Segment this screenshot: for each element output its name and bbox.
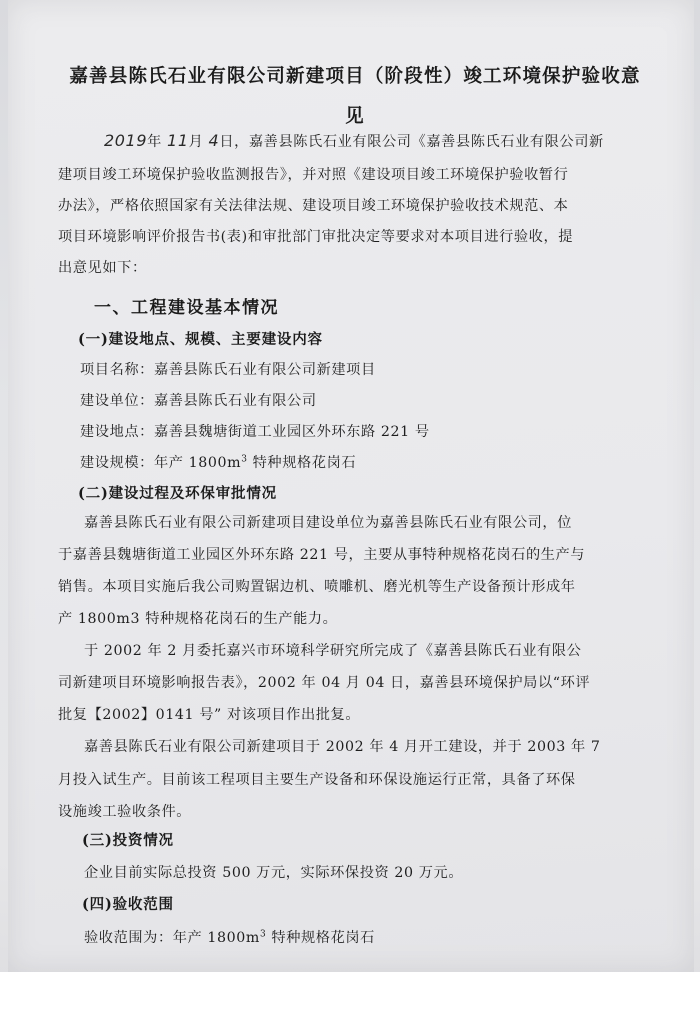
sub2-p1-line2: 于嘉善县魏塘街道工业园区外环东路 221 号，主要从事特种规格花岗石的生产与 (58, 547, 586, 563)
builder: 建设单位：嘉善县陈氏石业有限公司 (80, 393, 317, 409)
scale-sup: 3 (241, 454, 248, 465)
month-char: 月 (188, 134, 204, 150)
handwritten-year: 2019 (104, 131, 148, 150)
scale-prefix: 建设规模：年产 1800m (80, 455, 242, 471)
sub2-p1-line3: 销售。本项目实施后我公司购置锯边机、喷雕机、磨光机等生产设备预计形成年 (58, 579, 576, 595)
intro-line2: 建项目竣工环境保护验收监测报告》，并对照《建设项目竣工环境保护验收暂行 (58, 167, 569, 183)
investment-text: 企业目前实际总投资 500 万元，实际环保投资 20 万元。 (84, 865, 464, 881)
intro-line3: 办法》，严格依照国家有关法律法规、建设项目竣工环境保护验收技术规范、本 (58, 198, 569, 214)
sub2-p3-line1: 嘉善县陈氏石业有限公司新建项目于 2002 年 4 月开工建设，并于 2003 年 7 (84, 739, 601, 755)
scope-prefix: 验收范围为：年产 1800m (84, 930, 260, 946)
scale (80, 452, 356, 472)
sub1-heading: (一)建设地点、规模、主要建设内容 (78, 331, 323, 348)
sub2-p2-line1: 于 2002 年 2 月委托嘉兴市环境科学研究所完成了《嘉善县陈氏石业有限公 (84, 643, 582, 659)
section1-heading: 一、工程建设基本情况 (94, 298, 279, 318)
intro-line4: 项目环境影响评价报告书(表)和审批部门审批决定等要求对本项目进行验收，提 (58, 229, 574, 245)
sub2-p1-line4: 产 1800m3 特种规格花岗石的生产能力。 (58, 611, 338, 627)
project-name: 项目名称：嘉善县陈氏石业有限公司新建项目 (80, 362, 376, 378)
sub2-p3-line2: 月投入试生产。目前该工程项目主要生产设备和环保设施运行正常，具备了环保 (58, 772, 576, 788)
page-bottom-margin (0, 972, 700, 1009)
sub2-p2-line3: 批复【2002】0141 号” 对该项目作出批复。 (58, 707, 361, 723)
intro-line5: 出意见如下： (58, 260, 147, 276)
intro-line1-rest: 日，嘉善县陈氏石业有限公司《嘉善县陈氏石业有限公司新 (219, 134, 604, 150)
sub2-p3-line3: 设施竣工验收条件。 (58, 804, 192, 820)
document-title-line1: 嘉善县陈氏石业有限公司新建项目（阶段性）竣工环境保护验收意 (69, 66, 641, 87)
year-char: 年 (147, 134, 162, 150)
location: 建设地点：嘉善县魏塘街道工业园区外环东路 221 号 (80, 424, 430, 440)
scale-suffix: 特种规格花岗石 (247, 455, 357, 471)
handwritten-day: 4 (208, 131, 220, 150)
document-title-line2: 见 (345, 106, 365, 127)
scope-suffix: 特种规格花岗石 (266, 930, 375, 946)
sub2-p2-line2: 司新建项目环境影响报告表》，2002 年 04 月 04 日，嘉善县环境保护局以“环评 (58, 675, 591, 691)
scope-sup: 3 (259, 929, 267, 940)
intro-line1 (104, 131, 604, 151)
sub2-heading: (二)建设过程及环保审批情况 (78, 485, 277, 502)
scope-text (84, 927, 375, 947)
sub4-heading: (四)验收范围 (82, 896, 174, 913)
handwritten-month: 11 (167, 131, 189, 150)
sub3-heading: (三)投资情况 (82, 832, 174, 849)
sub2-p1-line1: 嘉善县陈氏石业有限公司新建项目建设单位为嘉善县陈氏石业有限公司，位 (84, 515, 572, 531)
